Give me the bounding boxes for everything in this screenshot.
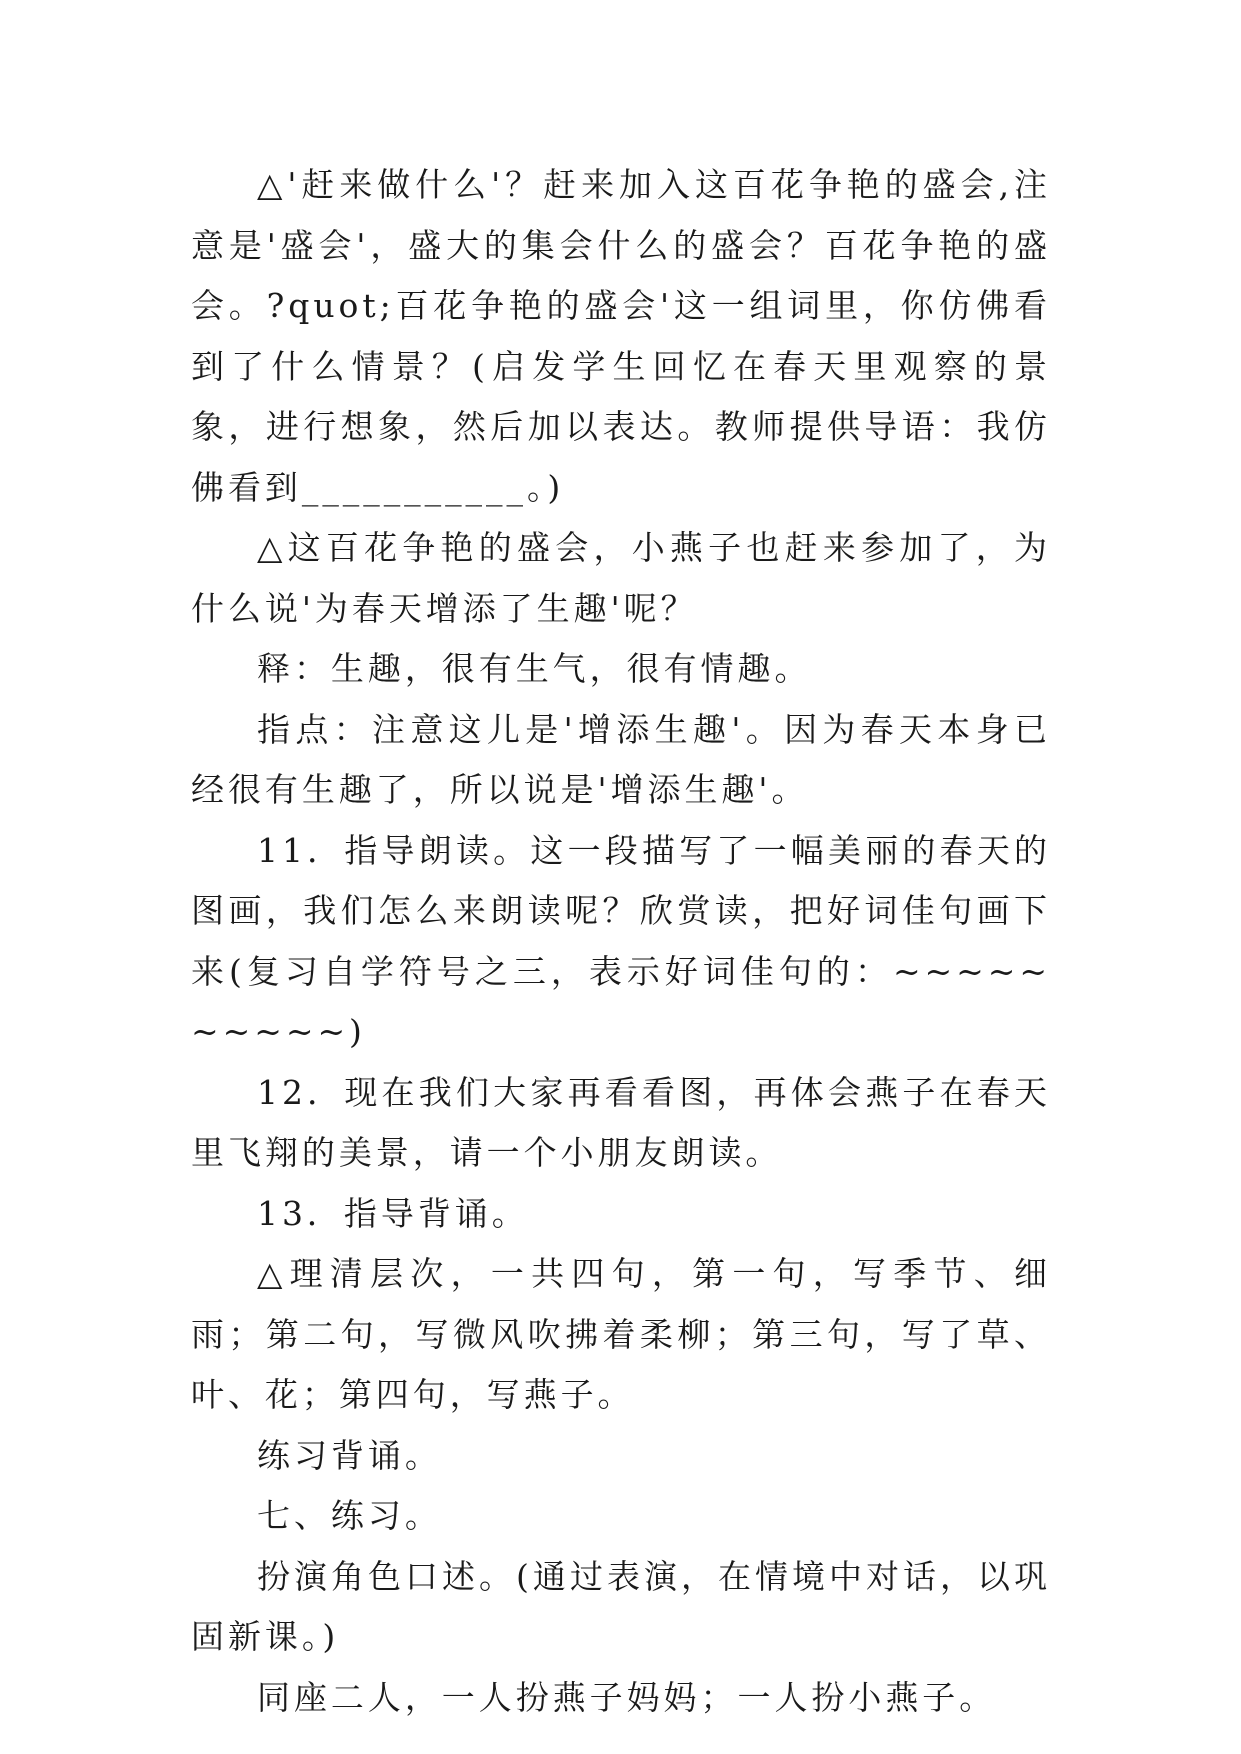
paragraph: 13．指导背诵。 <box>257 1193 529 1233</box>
paragraph: 练习背诵。 <box>257 1435 442 1475</box>
paragraph: 释：生趣，很有生气，很有情趣。 <box>257 649 812 688</box>
paragraph: 11．指导朗读。这一段描写了一幅美丽的春天的图画，我们怎么来朗读呢？欣赏读，把好词佳句画下来(复习自学符号之三，表示好词佳句的：~~~~~~~~~~) <box>191 830 1051 1051</box>
document-body <box>191 155 1051 1728</box>
paragraph: 同座二人，一人扮燕子妈妈；一人扮小燕子。 <box>257 1677 997 1717</box>
paragraph: 12．现在我们大家再看看图，再体会燕子在春天里飞翔的美景，请一个小朋友朗读。 <box>191 1072 1051 1172</box>
paragraph: 指点：注意这儿是'增添生趣'。因为春天本身已经很有生趣了，所以说是'增添生趣'。 <box>191 709 1051 809</box>
paragraph: 七、练习。 <box>257 1496 442 1535</box>
paragraph: △'赶来做什么'？赶来加入这百花争艳的盛会,注意是'盛会'，盛大的集会什么的盛会？百花争艳的盛会。?quot;百花争艳的盛会'这一组词里，你仿佛看到了什么情景？(启发学生回忆在春天里观察的景象，进行想象，然后加以表达。教师提供导语：我仿佛看到___________。) <box>191 165 1051 507</box>
paragraph: 扮演角色口述。(通过表演，在情境中对话，以巩固新课。) <box>191 1556 1051 1656</box>
paragraph: △这百花争艳的盛会，小燕子也赶来参加了，为什么说'为春天增添了生趣'呢？ <box>191 528 1051 628</box>
paragraph: △理清层次，一共四句，第一句，写季节、细雨；第二句，写微风吹拂着柔柳；第三句，写了草、叶、花；第四句，写燕子。 <box>191 1254 1051 1414</box>
